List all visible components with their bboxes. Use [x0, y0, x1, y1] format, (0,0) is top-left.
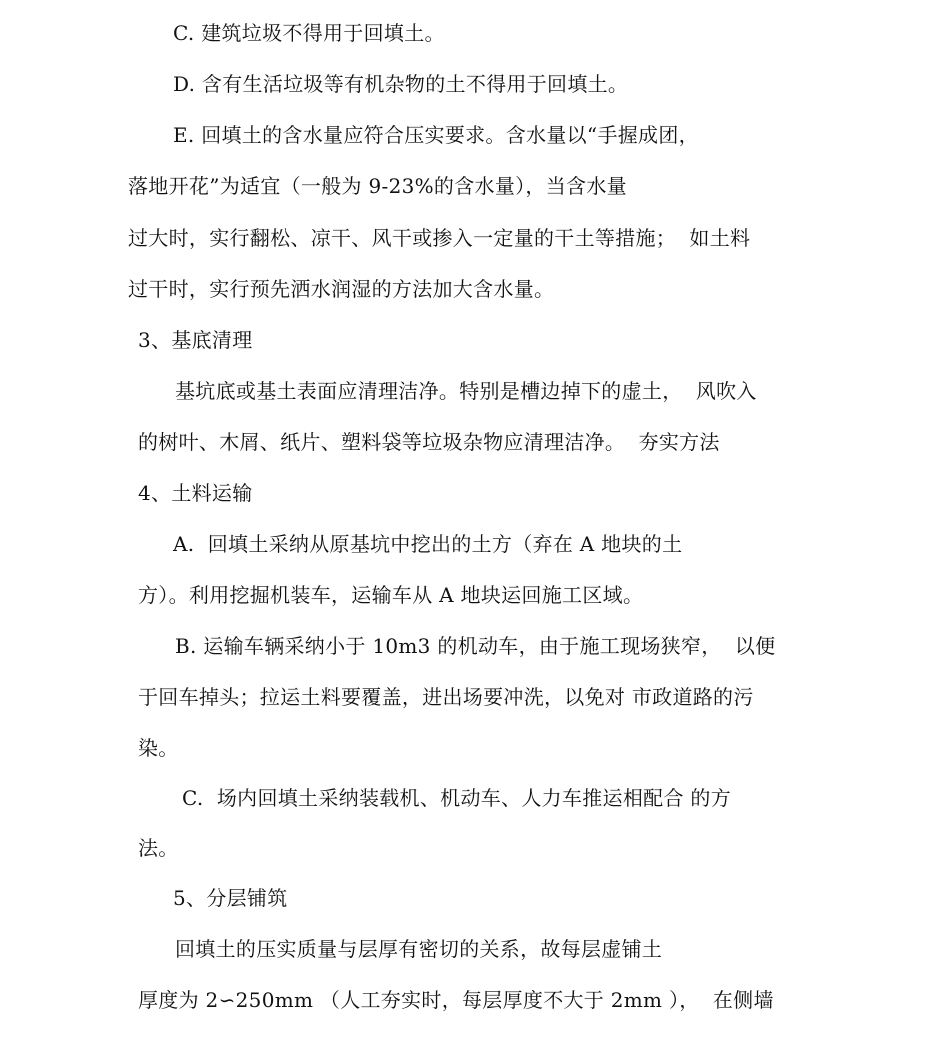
text-line: A. 回填土采纳从原基坑中挖出的土方（弃在 A 地块的土	[173, 532, 683, 556]
section-heading: 4、土料运输	[138, 481, 253, 505]
text-line: 过干时，实行预先洒水润湿的方法加大含水量。	[128, 277, 555, 301]
text-line: C. 建筑垃圾不得用于回填土。	[173, 21, 445, 45]
section-heading: 3、基底清理	[138, 328, 253, 352]
text-line: 落地开花”为适宜（一般为 9-23%的含水量），当含水量	[128, 174, 627, 198]
text-line: 厚度为 2∽250mm （人工夯实时，每层厚度不大于 2mm ）， 在侧墙	[138, 988, 774, 1012]
text-line: 的树叶、木屑、纸片、塑料袋等垃圾杂物应清理洁净。 夯实方法	[138, 430, 720, 454]
text-line: 染。	[138, 736, 179, 760]
text-line: 回填土的压实质量与层厚有密切的关系，故每层虚铺土	[175, 937, 663, 961]
text-line: 于回车掉头；拉运土料要覆盖，进出场要冲洗，以免对 市政道路的污	[138, 685, 754, 709]
text-line: 方）。利用挖掘机装车，运输车从 A 地块运回施工区域。	[138, 583, 644, 607]
text-line: E. 回填土的含水量应符合压实要求。含水量以“手握成团，	[173, 123, 699, 147]
section-heading: 5、分层铺筑	[173, 886, 288, 910]
text-line: 过大时，实行翻松、凉干、风干或掺入一定量的干土等措施； 如土料	[128, 226, 751, 250]
text-line: D. 含有生活垃圾等有机杂物的土不得用于回填土。	[173, 72, 629, 96]
text-line: B. 运输车辆采纳小于 10m3 的机动车，由于施工现场狭窄， 以便	[175, 634, 776, 658]
text-line: 法。	[138, 836, 179, 860]
text-line: C. 场内回填土采纳装载机、机动车、人力车推运相配合 的方	[182, 786, 732, 810]
text-line: 基坑底或基土表面应清理洁净。特别是槽边掉下的虚土， 风吹入	[175, 379, 757, 403]
